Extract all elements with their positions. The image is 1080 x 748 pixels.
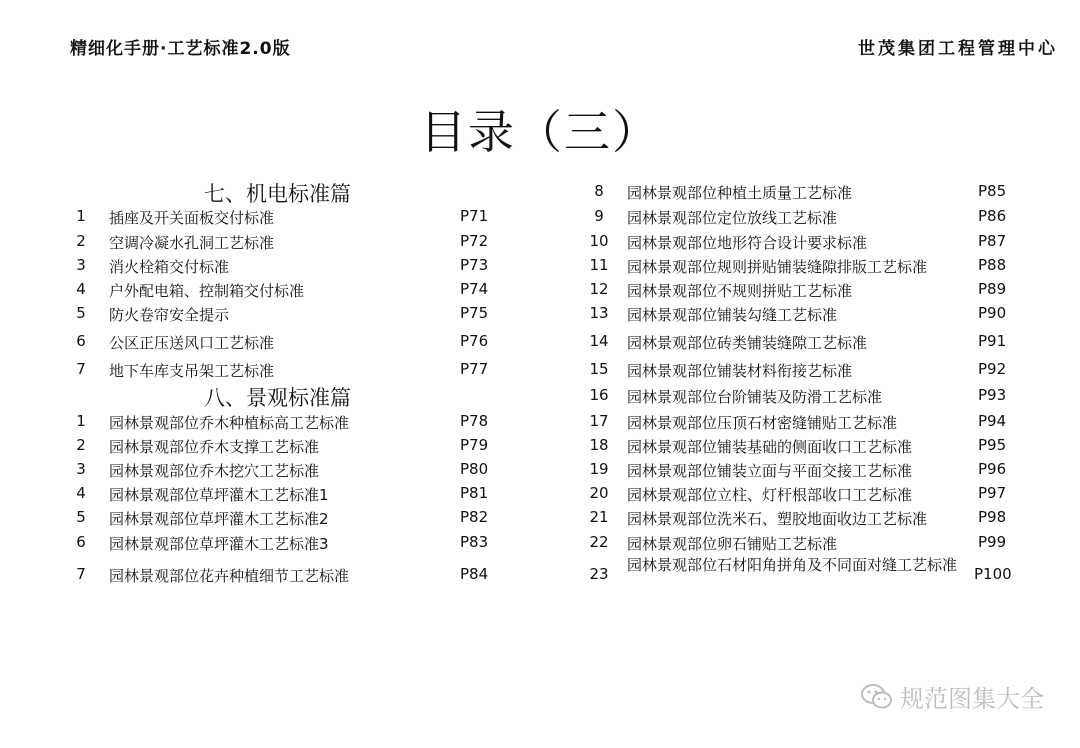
entry-title: 园林景观部位不规则拼贴工艺标准: [627, 282, 853, 300]
entry-page: P76: [460, 332, 489, 350]
entry-title: 园林景观部位立柱、灯杆根部收口工艺标准: [627, 486, 913, 504]
entry-number: 7: [76, 360, 86, 378]
entry-number: 16: [589, 386, 609, 404]
entry-page: P80: [460, 460, 489, 478]
entry-title: 园林景观部位乔木挖穴工艺标准: [109, 462, 320, 480]
entry-title: 空调冷凝水孔洞工艺标准: [109, 234, 275, 252]
entry-title: 公区正压送风口工艺标准: [109, 334, 275, 352]
entry-title: 园林景观部位花卉种植细节工艺标准: [109, 567, 350, 585]
entry-title: 园林景观部位种植土质量工艺标准: [627, 184, 853, 202]
entry-number: 7: [76, 565, 86, 583]
entry-page: P77: [460, 360, 489, 378]
entry-number: 9: [594, 207, 604, 225]
entry-page: P88: [978, 256, 1007, 274]
entry-page: P78: [460, 412, 489, 430]
entry-number: 4: [76, 484, 86, 502]
entry-title: 消火栓箱交付标准: [109, 258, 230, 276]
entry-number: 1: [76, 207, 86, 225]
entry-page: P99: [978, 533, 1007, 551]
entry-number: 4: [76, 280, 86, 298]
entry-number: 15: [589, 360, 609, 378]
entry-title: 插座及开关面板交付标准: [109, 209, 275, 227]
entry-number: 20: [589, 484, 609, 502]
entry-title: 防火卷帘安全提示: [109, 306, 230, 324]
entry-title: 园林景观部位台阶铺装及防滑工艺标准: [627, 388, 883, 406]
entry-page: P96: [978, 460, 1007, 478]
entry-number: 23: [589, 565, 609, 583]
entry-page: P95: [978, 436, 1007, 454]
wechat-icon: [860, 682, 894, 712]
entry-page: P100: [974, 565, 1012, 583]
entry-number: 5: [76, 508, 86, 526]
entry-number: 11: [589, 256, 609, 274]
entry-page: P72: [460, 232, 489, 250]
entry-title: 园林景观部位铺装基础的侧面收口工艺标准: [627, 438, 913, 456]
entry-number: 12: [589, 280, 609, 298]
entry-number: 1: [76, 412, 86, 430]
entry-number: 18: [589, 436, 609, 454]
header-right: 世茂集团工程管理中心: [858, 39, 1058, 59]
entry-title: 园林景观部位草坪灌木工艺标准2: [109, 510, 329, 528]
entry-page: P92: [978, 360, 1007, 378]
entry-page: P79: [460, 436, 489, 454]
entry-title: 地下车库支吊架工艺标准: [109, 362, 275, 380]
entry-number: 14: [589, 332, 609, 350]
entry-page: P91: [978, 332, 1007, 350]
entry-page: P90: [978, 304, 1007, 322]
entry-number: 3: [76, 460, 86, 478]
watermark: [860, 679, 1044, 714]
page-title: 目录（三）: [420, 105, 660, 159]
entry-title: 园林景观部位乔木支撑工艺标准: [109, 438, 320, 456]
entry-page: P85: [978, 182, 1007, 200]
entry-page: P81: [460, 484, 489, 502]
entry-title: 园林景观部位卵石铺贴工艺标准: [627, 535, 838, 553]
entry-number: 3: [76, 256, 86, 274]
section-heading-landscape: 八、景观标准篇: [204, 386, 351, 410]
entry-number: 17: [589, 412, 609, 430]
entry-page: P71: [460, 207, 489, 225]
entry-page: P82: [460, 508, 489, 526]
entry-title: 园林景观部位规则拼贴铺装缝隙排版工艺标准: [627, 258, 928, 276]
entry-number: 6: [76, 533, 86, 551]
entry-page: P86: [978, 207, 1007, 225]
entry-page: P98: [978, 508, 1007, 526]
entry-page: P87: [978, 232, 1007, 250]
entry-title: 园林景观部位石材阳角拼角及不同面对缝工艺标准: [627, 556, 958, 574]
entry-number: 2: [76, 232, 86, 250]
entry-page: P84: [460, 565, 489, 583]
entry-number: 2: [76, 436, 86, 454]
watermark-text: 规范图集大全: [900, 685, 1044, 713]
entry-number: 10: [589, 232, 609, 250]
entry-page: P73: [460, 256, 489, 274]
entry-page: P97: [978, 484, 1007, 502]
entry-title: 园林景观部位洗米石、塑胶地面收边工艺标准: [627, 510, 928, 528]
entry-page: P94: [978, 412, 1007, 430]
entry-title: 园林景观部位草坪灌木工艺标准1: [109, 486, 329, 504]
entry-number: 6: [76, 332, 86, 350]
entry-title: 园林景观部位铺装勾缝工艺标准: [627, 306, 838, 324]
entry-title: 园林景观部位地形符合设计要求标准: [627, 234, 868, 252]
entry-title: 园林景观部位铺装立面与平面交接工艺标准: [627, 462, 913, 480]
entry-title: 园林景观部位乔木种植标高工艺标准: [109, 414, 350, 432]
entry-number: 21: [589, 508, 609, 526]
header-left: 精细化手册·工艺标准2.0版: [70, 39, 291, 59]
entry-page: P83: [460, 533, 489, 551]
entry-number: 22: [589, 533, 609, 551]
entry-page: P93: [978, 386, 1007, 404]
entry-title: 园林景观部位铺装材料衔接艺标准: [627, 362, 853, 380]
entry-title: 园林景观部位砖类铺装缝隙工艺标准: [627, 334, 868, 352]
entry-page: P89: [978, 280, 1007, 298]
entry-page: P74: [460, 280, 489, 298]
entry-number: 8: [594, 182, 604, 200]
entry-number: 19: [589, 460, 609, 478]
entry-page: P75: [460, 304, 489, 322]
entry-number: 5: [76, 304, 86, 322]
entry-title: 园林景观部位压顶石材密缝铺贴工艺标准: [627, 414, 898, 432]
entry-title: 园林景观部位定位放线工艺标准: [627, 209, 838, 227]
entry-title: 户外配电箱、控制箱交付标准: [109, 282, 305, 300]
entry-title: 园林景观部位草坪灌木工艺标准3: [109, 535, 329, 553]
entry-number: 13: [589, 304, 609, 322]
section-heading-mep: 七、机电标准篇: [204, 182, 351, 206]
